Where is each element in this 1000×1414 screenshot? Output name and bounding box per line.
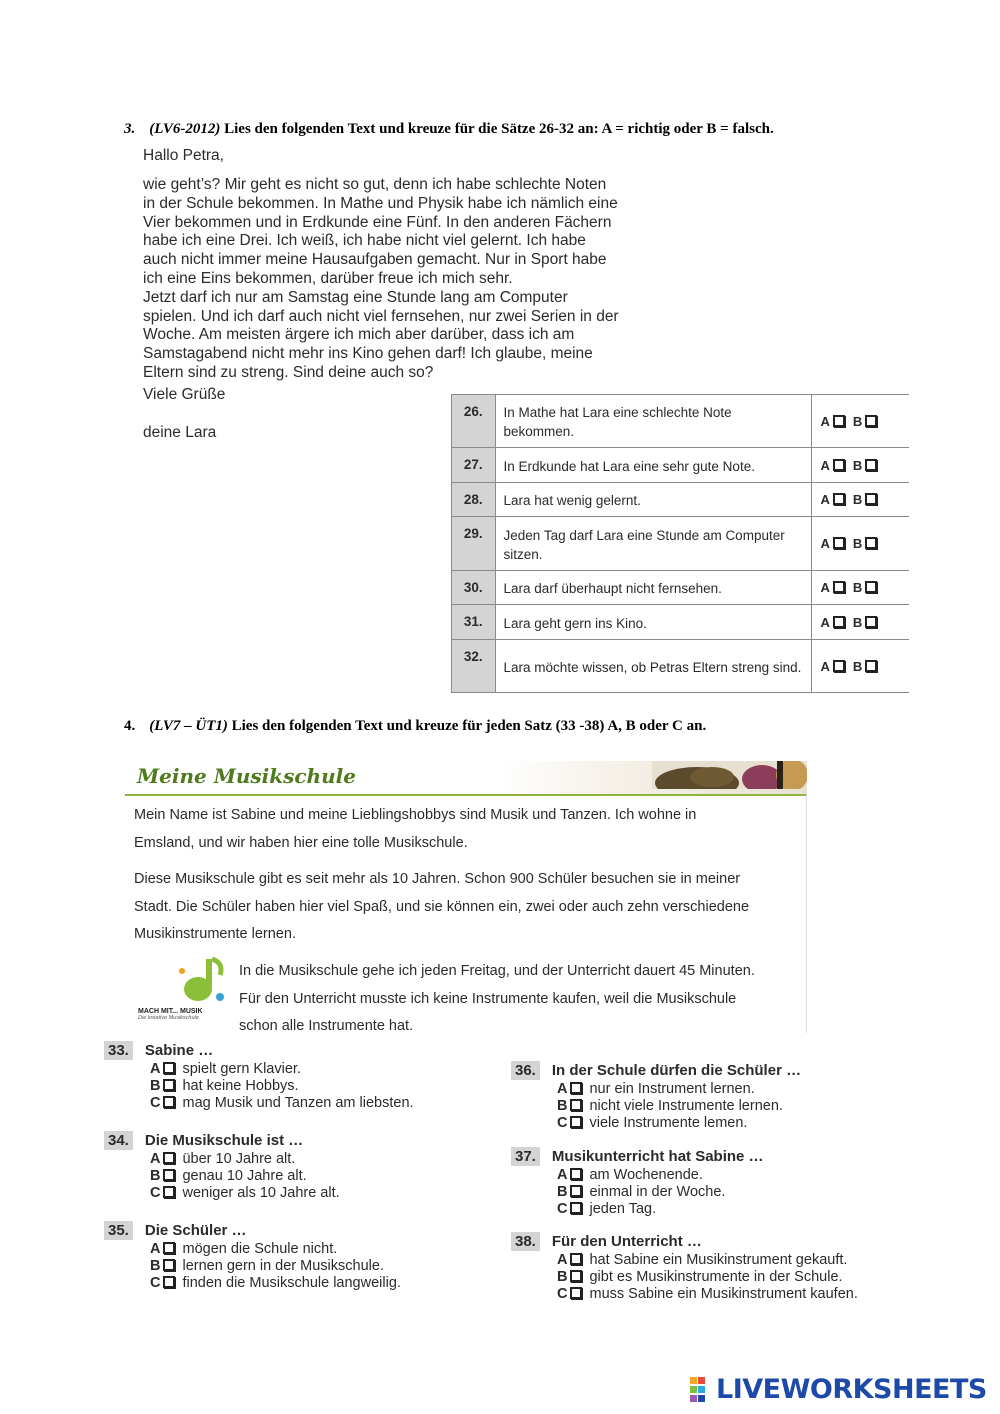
question-number: 38. (511, 1232, 540, 1251)
checkbox-a[interactable] (833, 415, 845, 427)
statement-row (452, 517, 910, 571)
answer-option (150, 1061, 414, 1077)
option-b-label: B (852, 457, 863, 473)
option-b-label: B (852, 658, 863, 674)
letter-line: Vier bekommen und in Erdkunde eine Fünf. In den anderen Fächern (143, 213, 612, 231)
statement-row (452, 483, 910, 517)
statement-row (452, 571, 910, 605)
statement-text: Lara geht gern ins Kino. (495, 605, 812, 640)
checkbox-a[interactable] (833, 660, 845, 672)
option-letter: C (557, 1286, 568, 1302)
option-letter: A (557, 1081, 568, 1097)
option-letter: C (150, 1185, 161, 1201)
paragraph-line: Diese Musikschule gibt es seit mehr als 10 Jahren. Schon 900 Schüler besuchen sie in meiner (134, 871, 741, 887)
question-stem: Sabine … (144, 1042, 214, 1059)
task3-code: (LV6-2012) (149, 121, 221, 137)
panel-title: Meine Musikschule (137, 764, 356, 788)
option-a-label: A (820, 457, 830, 473)
letter-closing: Viele Grüße (143, 386, 226, 403)
liveworksheets-brand[interactable]: LIVEWORKSHEETS (716, 1374, 987, 1405)
option-b-label: B (852, 536, 863, 551)
paragraph-2 (134, 866, 749, 949)
statement-text: Lara darf überhaupt nicht fernsehen. (495, 571, 812, 605)
checkbox-a[interactable] (833, 581, 845, 593)
answer-option (150, 1168, 340, 1184)
statement-number: 31. (452, 605, 496, 640)
option-letter: A (150, 1241, 161, 1257)
checkbox-b[interactable] (865, 459, 877, 471)
statement-row (452, 640, 910, 693)
panel-divider (806, 793, 807, 1033)
option-letter: B (557, 1184, 568, 1200)
statement-number: 32. (452, 640, 496, 693)
question-stem: In der Schule dürfen die Schüler … (551, 1062, 802, 1079)
option-text: finden die Musikschule langweilig. (182, 1275, 401, 1291)
option-letter: B (150, 1168, 161, 1184)
option-checkbox[interactable] (163, 1186, 175, 1198)
paragraph-line: Für den Unterricht musste ich keine Instrumente kaufen, weil die Musikschule (239, 990, 737, 1007)
option-checkbox[interactable] (570, 1185, 582, 1197)
letter-line: habe ich eine Drei. Ich weiß, ich habe nicht viel gelernt. Ich habe (143, 232, 586, 250)
paragraph-3 (239, 958, 755, 1041)
option-text: nicht viele Instrumente lernen. (589, 1098, 783, 1114)
option-text: gibt es Musikinstrumente in der Schule. (589, 1269, 843, 1285)
option-letter: C (557, 1201, 568, 1217)
answer-option (557, 1269, 858, 1285)
option-letter: B (557, 1098, 568, 1114)
liveworksheets-logo-icon (690, 1376, 716, 1404)
option-checkbox[interactable] (570, 1287, 582, 1299)
letter-line: Samstagabend nicht mehr ins Kino gehen darf! Ich glaube, meine (143, 345, 593, 363)
statement-text: In Erdkunde hat Lara eine sehr gute Note. (495, 448, 812, 483)
option-text: viele Instrumente lemen. (589, 1115, 748, 1131)
option-text: am Wochenende. (589, 1167, 703, 1183)
task3-instruction: Lies den folgenden Text und kreuze für die Sätze 26-32 an: A = richtig oder B = falsch. (224, 121, 774, 137)
question-title (511, 1061, 801, 1080)
option-checkbox[interactable] (570, 1270, 582, 1282)
answer-option (557, 1286, 858, 1302)
option-letter: A (557, 1167, 568, 1183)
option-checkbox[interactable] (163, 1259, 175, 1271)
checkbox-a[interactable] (833, 616, 845, 628)
paragraph-line: Stadt. Die Schüler haben hier viel Spaß, und sie können ein, zwei oder auch zehn verschiedene (134, 898, 750, 915)
statement-text: Lara hat wenig gelernt. (495, 483, 812, 517)
option-checkbox[interactable] (163, 1079, 175, 1091)
statement-number: 30. (452, 571, 496, 605)
paragraph-line: schon alle Instrumente hat. (239, 1018, 414, 1034)
statement-number: 28. (452, 483, 496, 517)
letter-line: ich eine Eins bekommen, darüber freue ich mich sehr. (143, 269, 513, 287)
question-block (511, 1061, 801, 1131)
answer-option (150, 1241, 401, 1257)
option-b-label: B (852, 413, 863, 429)
option-checkbox[interactable] (163, 1152, 175, 1164)
option-checkbox[interactable] (570, 1082, 582, 1094)
statement-number: 29. (452, 517, 496, 571)
answer-option (150, 1095, 414, 1111)
option-text: weniger als 10 Jahre alt. (182, 1185, 340, 1201)
option-text: über 10 Jahre alt. (182, 1151, 296, 1167)
answer-choices (812, 395, 909, 448)
option-text: hat Sabine ein Musikinstrument gekauft. (589, 1252, 848, 1268)
checkbox-b[interactable] (865, 415, 877, 427)
checkbox-b[interactable] (865, 616, 877, 628)
answer-choices (812, 517, 909, 571)
option-checkbox[interactable] (163, 1169, 175, 1181)
answer-choices (812, 571, 909, 605)
option-text: spielt gern Klavier. (182, 1061, 301, 1077)
option-checkbox[interactable] (163, 1096, 175, 1108)
question-number: 33. (104, 1041, 133, 1060)
statement-text: Lara möchte wissen, ob Petras Eltern streng sind. (495, 640, 812, 693)
statement-number: 27. (452, 448, 496, 483)
question-block (104, 1131, 340, 1201)
checkbox-a[interactable] (833, 537, 845, 549)
option-b-label: B (852, 580, 863, 595)
task4-code: (LV7 – ÜT1) (149, 718, 228, 734)
letter-greeting: Hallo Petra, (143, 147, 224, 164)
question-title (511, 1232, 858, 1251)
paragraph-1 (134, 802, 696, 857)
answer-option (557, 1081, 801, 1097)
option-text: mag Musik und Tanzen am liebsten. (182, 1095, 414, 1111)
option-a-label: A (820, 580, 830, 595)
question-title (104, 1221, 401, 1240)
option-text: hat keine Hobbys. (182, 1078, 299, 1094)
option-checkbox[interactable] (570, 1116, 582, 1128)
checkbox-a[interactable] (833, 459, 845, 471)
answer-option (150, 1258, 401, 1274)
answer-option (150, 1151, 340, 1167)
answer-option (557, 1201, 764, 1217)
paragraph-line: Mein Name ist Sabine und meine Lieblingshobbys sind Musik und Tanzen. Ich wohne in (134, 807, 697, 823)
answer-option (557, 1184, 764, 1200)
answer-option (557, 1098, 801, 1114)
option-a-label: A (820, 492, 830, 507)
question-block (511, 1147, 764, 1217)
question-block (104, 1041, 414, 1111)
option-a-label: A (820, 413, 830, 429)
letter-line: spielen. Und ich darf auch nicht viel fernsehen, nur zwei Serien in der (143, 307, 619, 325)
logo-line-1: MACH MIT... MUSIK (138, 1008, 203, 1015)
option-letter: A (150, 1151, 161, 1167)
option-checkbox[interactable] (570, 1168, 582, 1180)
question-block (104, 1221, 401, 1291)
question-number: 35. (104, 1221, 133, 1240)
answer-choices (812, 640, 909, 693)
question-title (511, 1147, 764, 1166)
option-a-label: A (820, 536, 830, 551)
answer-choices (812, 483, 909, 517)
option-letter: B (150, 1078, 161, 1094)
question-block (511, 1232, 858, 1302)
question-title (104, 1131, 340, 1150)
checkbox-b[interactable] (865, 660, 877, 672)
task4-instruction: Lies den folgenden Text und kreuze für jeden Satz (33 -38) A, B oder C an. (231, 718, 707, 734)
answer-option (557, 1115, 801, 1131)
statement-number: 26. (452, 395, 496, 448)
option-letter: C (150, 1275, 161, 1291)
letter-line: Jetzt darf ich nur am Samstag eine Stunde lang am Computer (143, 288, 568, 306)
answer-option (150, 1185, 340, 1201)
option-text: muss Sabine ein Musikinstrument kaufen. (589, 1286, 858, 1302)
question-number: 37. (511, 1147, 540, 1166)
option-letter: C (557, 1115, 568, 1131)
option-text: mögen die Schule nicht. (182, 1241, 338, 1257)
answer-option (150, 1078, 414, 1094)
option-letter: B (150, 1258, 161, 1274)
checkbox-b[interactable] (865, 493, 877, 505)
task3-number: 3. (124, 121, 136, 137)
paragraph-line: Emsland, und wir haben hier eine tolle Musikschule. (134, 834, 468, 851)
statement-row (452, 605, 910, 640)
paragraph-line: In die Musikschule gehe ich jeden Freitag, und der Unterricht dauert 45 Minuten. (239, 963, 755, 979)
option-text: einmal in der Woche. (589, 1184, 726, 1200)
option-text: lernen gern in der Musikschule. (182, 1258, 384, 1274)
statement-row (452, 395, 910, 448)
music-note-icon (138, 955, 230, 1003)
option-checkbox[interactable] (570, 1202, 582, 1214)
letter-line: wie geht’s? Mir geht es nicht so gut, denn ich habe schlechte Noten (143, 176, 607, 193)
option-checkbox[interactable] (163, 1242, 175, 1254)
task3-heading (124, 121, 774, 138)
option-letter: C (150, 1095, 161, 1111)
option-a-label: A (820, 614, 830, 630)
option-b-label: B (852, 492, 863, 507)
paragraph-line: Musikinstrumente lernen. (134, 926, 296, 942)
letter-body (143, 176, 663, 383)
letter-signature: deine Lara (143, 424, 217, 441)
checkbox-b[interactable] (865, 581, 877, 593)
answer-choices (812, 605, 909, 640)
option-checkbox[interactable] (570, 1099, 582, 1111)
option-letter: A (557, 1252, 568, 1268)
logo-line-2: Die kreative Musikschule (138, 1015, 199, 1021)
letter-line: Woche. Am meisten ärgere ich mich aber darüber, dass ich am (143, 326, 575, 344)
answer-choices (812, 448, 909, 483)
question-stem: Die Musikschule ist … (144, 1132, 304, 1149)
music-school-logo (138, 955, 230, 1025)
task4-heading (124, 718, 706, 735)
letter-line: Eltern sind zu streng. Sind deine auch so? (143, 363, 434, 381)
letter-line: in der Schule bekommen. In Mathe und Physik habe ich nämlich eine (143, 194, 618, 212)
question-number: 34. (104, 1131, 133, 1150)
checkbox-b[interactable] (865, 537, 877, 549)
option-checkbox[interactable] (570, 1253, 582, 1265)
answer-option (557, 1167, 764, 1183)
question-stem: Musikunterricht hat Sabine … (551, 1148, 764, 1165)
option-letter: B (557, 1269, 568, 1285)
option-a-label: A (820, 658, 830, 674)
statement-row (452, 448, 910, 483)
question-stem: Die Schüler … (144, 1222, 247, 1239)
answer-option (557, 1252, 858, 1268)
answer-option (150, 1275, 401, 1291)
option-text: jeden Tag. (589, 1201, 657, 1217)
question-stem: Für den Unterricht … (551, 1233, 702, 1250)
statement-text: In Mathe hat Lara eine schlechte Note bekommen. (495, 395, 812, 448)
letter-line: auch nicht immer meine Hausaufgaben gemacht. Nur in Sport habe (143, 251, 607, 269)
task4-number: 4. (124, 718, 136, 734)
option-b-label: B (852, 614, 863, 630)
question-title (104, 1041, 414, 1060)
instrument-photo (652, 761, 807, 789)
option-checkbox[interactable] (163, 1062, 175, 1074)
question-number: 36. (511, 1061, 540, 1080)
statements-table (451, 394, 909, 693)
statement-text: Jeden Tag darf Lara eine Stunde am Computer sitzen. (495, 517, 812, 571)
checkbox-a[interactable] (833, 493, 845, 505)
option-text: genau 10 Jahre alt. (182, 1168, 307, 1184)
option-checkbox[interactable] (163, 1276, 175, 1288)
option-text: nur ein Instrument lernen. (589, 1081, 755, 1097)
option-letter: A (150, 1061, 161, 1077)
